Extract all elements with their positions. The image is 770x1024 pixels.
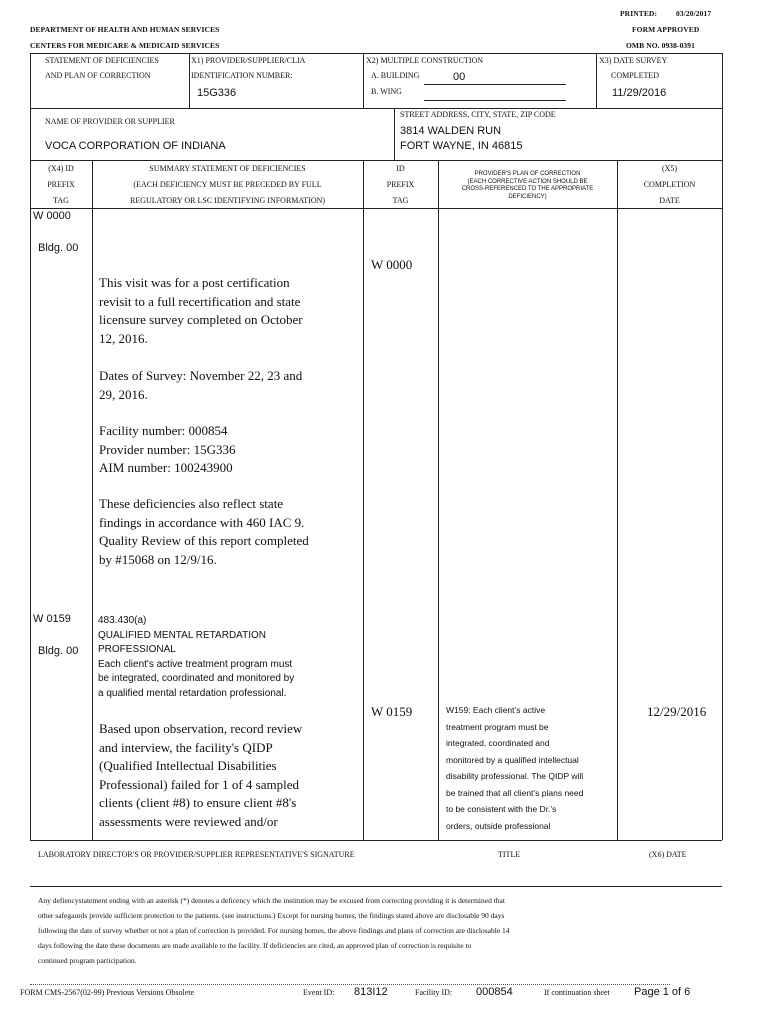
building-label: A. BUILDING <box>371 71 420 80</box>
id-tag-w0159: W 0159 <box>371 704 413 719</box>
provider-name-value: VOCA CORPORATION OF INDIANA <box>45 140 226 152</box>
statement-label-2: AND PLAN OF CORRECTION <box>45 71 151 80</box>
text-line: a qualified mental retardation professional. <box>98 687 287 699</box>
text-line: integrated, coordinated and <box>446 738 550 748</box>
disclaimer-line: Any defiencystatement ending with an asterisk (*) denotes a deficency which the institution may be excused from correcting providing it is determined that <box>38 896 505 905</box>
summary-header-2: (EACH DEFICIENCY MUST BE PRECEDED BY FULL <box>133 180 322 189</box>
text-line: revisit to a full recertification and state <box>99 293 301 309</box>
printed-label: PRINTED: <box>620 9 658 18</box>
text-line: Provider number: 15G336 <box>99 441 236 457</box>
plan-of-correction-text <box>446 702 616 834</box>
x1-label: X1) PROVIDER/SUPPLIER/CLIA <box>191 56 306 65</box>
building-tag-2: Bldg. 00 <box>38 645 79 657</box>
plan-header-4: DEFICIENCY) <box>508 193 547 200</box>
id-header-3: TAG <box>392 196 409 205</box>
continuation-label: If continuation sheet <box>544 988 610 997</box>
text-line: to be consistent with the Dr.’s <box>446 804 557 814</box>
statement-label: STATEMENT OF DEFICIENCIES <box>45 56 159 65</box>
department-title: DEPARTMENT OF HEALTH AND HUMAN SERVICES <box>30 25 220 34</box>
disclaimer-line: continued program participation. <box>38 956 137 965</box>
regulation-text <box>98 614 360 701</box>
text-line: Based upon observation, record review <box>99 721 303 736</box>
text-line: monitored by a qualified intellectual <box>446 754 579 765</box>
x5-header-3: DATE <box>659 196 680 205</box>
id-header: ID <box>396 164 405 173</box>
plan-header-2: (EACH CORRECTIVE ACTION SHOULD BE <box>467 178 588 185</box>
text-line: 29, 2016. <box>99 386 148 402</box>
form-number: FORM CMS-2567(02-99) Previous Versions Obsolete <box>20 988 195 997</box>
omb-number: OMB NO. 0938-0391 <box>626 41 695 50</box>
signature-label: LABORATORY DIRECTOR'S OR PROVIDER/SUPPLIER REPRESENTATIVE'S SIGNATURE <box>38 850 355 859</box>
survey-date-value: 11/29/2016 <box>612 87 667 99</box>
text-line: treatment program must be <box>446 721 549 732</box>
text-line: orders, outside professional <box>446 820 551 831</box>
provider-name-label: NAME OF PROVIDER OR SUPPLIER <box>45 117 175 126</box>
text-line: by #15068 on 12/9/16. <box>99 551 217 567</box>
x5-header-2: COMPLETION <box>643 180 696 189</box>
event-id-value: 813I12 <box>354 986 388 998</box>
text-line: Each client's active treatment program must <box>98 658 293 670</box>
disclaimer-line: other safegaurds provide sufficient protection to the patients. (see instructions.) Except for nursing homes, the findings stated above are disclosable 90 days <box>38 911 505 920</box>
address-line-1: 3814 WALDEN RUN <box>400 125 502 137</box>
text-line: Dates of Survey: November 22, 23 and <box>99 368 303 383</box>
centers-title: CENTERS FOR MEDICARE & MEDICAID SERVICES <box>30 41 220 50</box>
disclaimer-line: following the date of survey whether or not a plan of correction is provided. For nursing homes, the above findings and plans of correction are disclosable 14 <box>38 926 510 935</box>
text-line: licensure survey completed on October <box>99 312 303 327</box>
address-line-2: FORT WAYNE, IN 46815 <box>400 140 523 152</box>
tag-w0000: W 0000 <box>33 210 71 222</box>
disclaimer-text <box>38 893 718 968</box>
finding-text <box>99 720 359 831</box>
printed-date: 03/20/2017 <box>676 9 712 18</box>
text-line: be integrated, coordinated and monitored by <box>98 673 295 684</box>
form-approved: FORM APPROVED <box>632 25 700 34</box>
x4-header-3: TAG <box>53 196 69 205</box>
text-line: Professional) failed for 1 of 4 sampled <box>99 776 300 792</box>
id-header-2: PREFIX <box>386 180 415 189</box>
page-number: Page 1 of 6 <box>634 986 691 998</box>
text-line: findings in accordance with 460 IAC 9. <box>99 514 305 530</box>
event-id-label: Event ID: <box>303 988 335 997</box>
text-line: AIM number: 100243900 <box>99 460 233 475</box>
summary-header: SUMMARY STATEMENT OF DEFICIENCIES <box>149 164 306 173</box>
disclaimer-line: days following the date these documents are made available to the facility. If deficiencies are cited, an approved plan of correction is requisite to <box>38 941 472 950</box>
summary-paragraph-4 <box>99 495 359 569</box>
building-value: 00 <box>453 71 466 83</box>
summary-paragraph-1 <box>99 274 359 348</box>
x4-header: (X4) ID <box>48 164 74 173</box>
x5-header: (X5) <box>661 164 678 173</box>
text-line: W159: Each client’s active <box>446 705 546 715</box>
title-label: TITLE <box>498 850 521 859</box>
wing-label: B. WING <box>371 87 402 96</box>
x1-label-2: IDENTIFICATION NUMBER: <box>191 71 293 80</box>
provider-id-value: 15G336 <box>197 87 237 99</box>
facility-id-label: Facility ID: <box>415 988 453 997</box>
x4-header-2: PREFIX <box>47 180 75 189</box>
summary-paragraph-2 <box>99 367 359 404</box>
text-line: 483.430(a) <box>98 615 147 626</box>
text-line: These deficiencies also reflect state <box>99 496 284 511</box>
tag-w0159: W 0159 <box>33 613 71 625</box>
text-line: Facility number: 000854 <box>99 423 228 438</box>
text-line: and interview, the facility's QIDP <box>99 739 273 755</box>
text-line: QUALIFIED MENTAL RETARDATION <box>98 629 266 641</box>
summary-paragraph-3 <box>99 422 359 478</box>
plan-header-1: PROVIDER'S PLAN OF CORRECTION <box>474 171 581 177</box>
text-line: (Qualified Intellectual Disabilities <box>99 758 277 773</box>
x6-date-label: (X6) DATE <box>649 850 687 859</box>
x3-label: X3) DATE SURVEY <box>599 56 668 65</box>
text-line: disability professional. The QIDP will <box>446 771 584 781</box>
text-line: assessments were reviewed and/or <box>99 813 278 829</box>
x2-label: X2) MULTIPLE CONSTRUCTION <box>366 56 484 65</box>
plan-header-3: CROSS-REFERENCED TO THE APPROPRIATE <box>461 186 594 192</box>
text-line: clients (client #8) to ensure client #8's <box>99 795 297 810</box>
id-tag-w0000: W 0000 <box>371 257 413 272</box>
address-label: STREET ADDRESS, CITY, STATE, ZIP CODE <box>400 110 556 119</box>
completion-date: 12/29/2016 <box>647 704 707 719</box>
text-line: Quality Review of this report completed <box>99 533 309 548</box>
building-tag: Bldg. 00 <box>38 242 79 254</box>
facility-id-value: 000854 <box>476 986 513 998</box>
summary-header-3: REGULATORY OR LSC IDENTIFYING INFORMATION) <box>129 196 326 205</box>
text-line: 12, 2016. <box>99 330 148 346</box>
plan-header <box>438 171 617 201</box>
text-line: PROFESSIONAL <box>98 644 176 655</box>
text-line: be trained that all client’s plans need <box>446 787 584 798</box>
text-line: This visit was for a post certification <box>99 275 290 290</box>
x3-label-2: COMPLETED <box>611 71 659 80</box>
